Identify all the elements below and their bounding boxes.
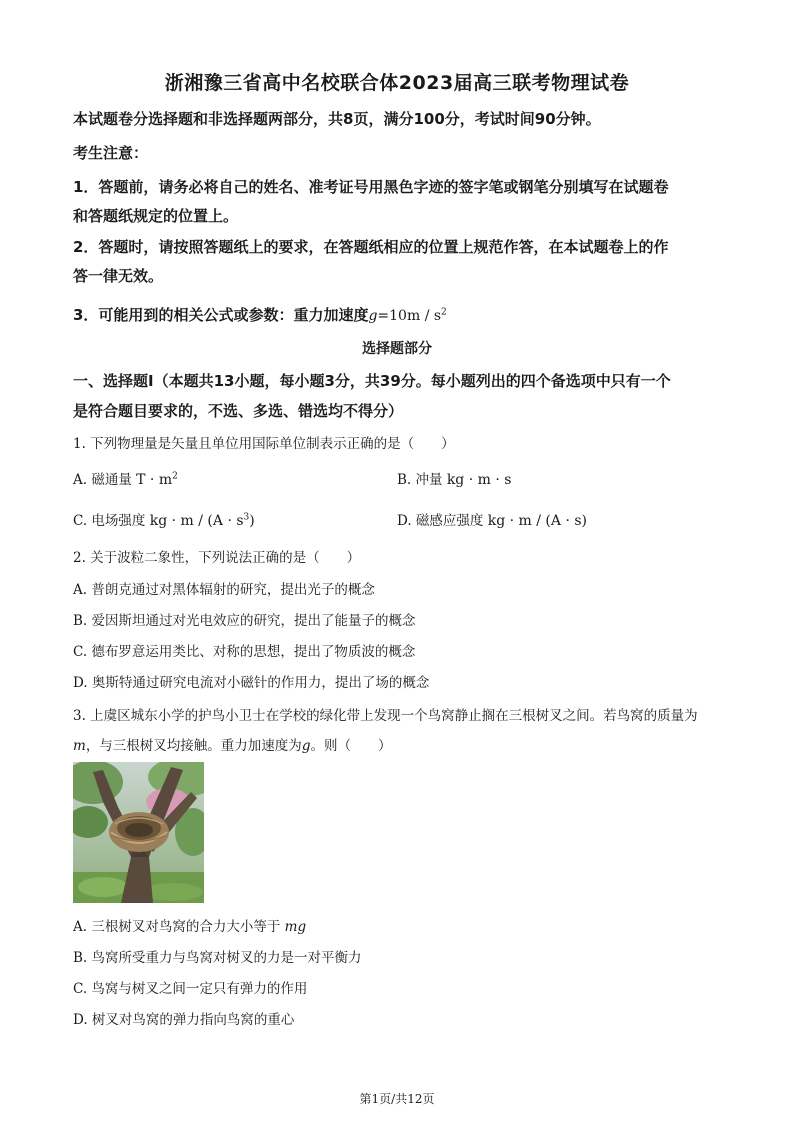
q1-option-a: A. 磁通量 $T \cdot m^2$ — [73, 471, 178, 488]
q3-option-b: B. 鸟窝所受重力与鸟窝对树叉的力是一对平衡力 — [73, 950, 362, 966]
note-2-line-a: 2．答题时，请按照答题纸上的要求，在答题纸相应的位置上规范作答，在本试题卷上的作 — [73, 238, 669, 256]
q1-stem: 1. 下列物理量是矢量且单位用国际单位制表示正确的是（ ） — [73, 436, 455, 452]
q3-option-d: D. 树叉对鸟窝的弹力指向鸟窝的重心 — [73, 1012, 295, 1028]
section-heading-b: 是符合题目要求的，不选、多选、错选均不得分） — [73, 402, 404, 420]
q3-stem-b: m，与三根树叉均接触。重力加速度为g。则（ ） — [73, 738, 392, 754]
note-3-text: 3．可能用到的相关公式或参数：重力加速度 — [73, 306, 369, 324]
q2-option-d: D. 奥斯特通过研究电流对小磁针的作用力，提出了场的概念 — [73, 675, 430, 691]
section-heading-a: 一、选择题Ⅰ（本题共13小题，每小题3分，共39分。每小题列出的四个备选项中只有一个 — [73, 372, 671, 390]
q1-option-d: D. 磁感应强度 kg · m / (A · s) — [397, 513, 587, 529]
q2-option-c: C. 德布罗意运用类比、对称的思想，提出了物质波的概念 — [73, 644, 416, 660]
note-2-line-b: 答一律无效。 — [73, 267, 164, 285]
q3-option-a: A. 三根树叉对鸟窝的合力大小等于 mg — [73, 919, 307, 935]
notice-heading: 考生注意： — [73, 144, 149, 162]
page-title: 浙湘豫三省高中名校联合体2023届高三联考物理试卷 — [164, 72, 630, 94]
q1-option-c: C. 电场强度 kg · $m / (A \cdot s^3)$ — [73, 512, 255, 529]
bird-nest-illustration — [73, 762, 204, 903]
q1-option-b: B. 冲量 kg · m · s — [397, 472, 512, 488]
section-title: 选择题部分 — [362, 341, 432, 357]
q3-stem-a: 3. 上虞区城东小学的护鸟小卫士在学校的绿化带上发现一个鸟窝静止搁在三根树叉之间。若鸟窝的质量为 — [73, 708, 698, 724]
q2-option-a: A. 普朗克通过对黑体辐射的研究，提出光子的概念 — [73, 582, 375, 598]
intro-line: 本试题卷分选择题和非选择题两部分，共8页，满分100分，考试时间90分钟。 — [73, 110, 601, 128]
bird-nest-photo — [73, 762, 204, 903]
note-1-line-b: 和答题纸规定的位置上。 — [73, 207, 239, 225]
q3-option-c: C. 鸟窝与树叉之间一定只有弹力的作用 — [73, 981, 308, 997]
q2-stem: 2. 关于波粒二象性，下列说法正确的是（ ） — [73, 550, 361, 566]
note-3 — [73, 304, 447, 325]
note-1-line-a: 1．答题前，请务必将自己的姓名、准考证号用黑色字迹的签字笔或钢笔分别填写在试题卷 — [73, 178, 669, 196]
page-number: 第1页/共12页 — [359, 1092, 435, 1106]
q2-option-b: B. 爱因斯坦通过对光电效应的研究，提出了能量子的概念 — [73, 613, 416, 629]
gravity-formula: $g=10m / s^2$ — [368, 307, 447, 324]
